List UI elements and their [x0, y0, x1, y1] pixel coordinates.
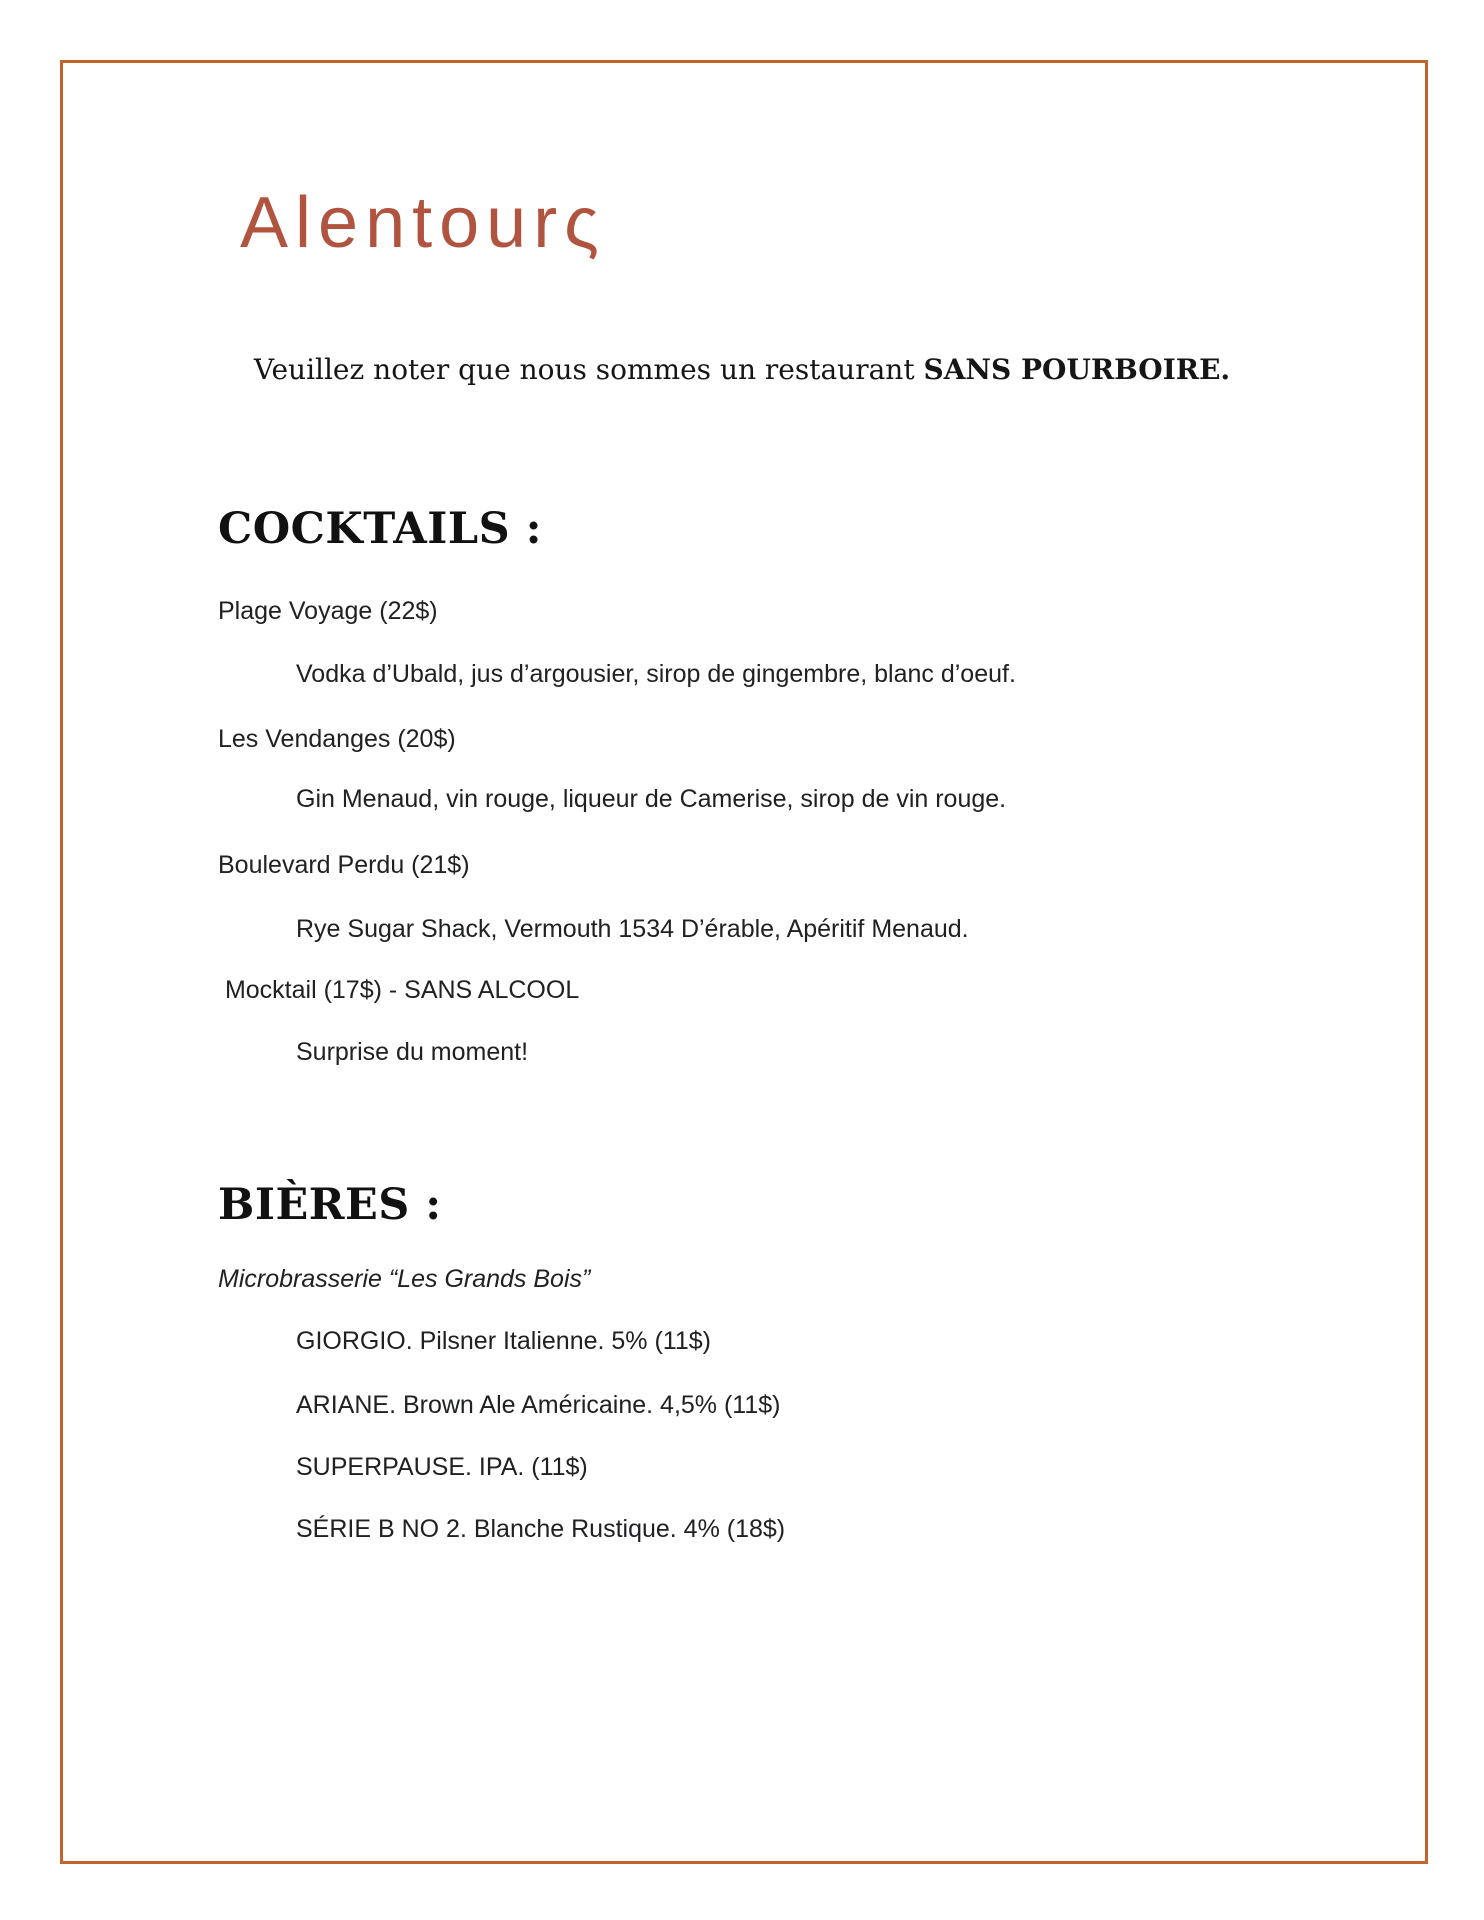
beer-item: SÉRIE B NO 2. Blanche Rustique. 4% (18$)	[296, 1515, 786, 1543]
restaurant-logo: Alentourς	[240, 183, 606, 263]
cocktail-item-name: Boulevard Perdu (21$)	[218, 851, 470, 879]
beer-item: GIORGIO. Pilsner Italienne. 5% (11$)	[296, 1327, 711, 1355]
cocktails-section-heading: COCKTAILS :	[218, 504, 543, 554]
notice-regular-text: Veuillez noter que nous sommes un restaurant	[253, 353, 924, 386]
cocktail-item-description: Surprise du moment!	[296, 1038, 529, 1066]
cocktail-item-name: Mocktail (17$) - SANS ALCOOL	[218, 976, 580, 1004]
brewery-name: Microbrasserie “Les Grands Bois”	[218, 1265, 591, 1293]
beer-item: ARIANE. Brown Ale Américaine. 4,5% (11$)	[296, 1391, 781, 1419]
beers-section-heading: BIÈRES :	[218, 1180, 442, 1230]
cocktail-item-description: Vodka d’Ubald, jus d’argousier, sirop de gingembre, blanc d’oeuf.	[296, 660, 1016, 688]
page-border	[60, 60, 1428, 1864]
cocktail-item-description: Gin Menaud, vin rouge, liqueur de Camerise, sirop de vin rouge.	[296, 785, 1007, 813]
notice-bold-text: SANS POURBOIRE.	[923, 353, 1231, 386]
cocktail-item-name: Plage Voyage (22$)	[218, 597, 438, 625]
cocktail-item-description: Rye Sugar Shack, Vermouth 1534 D’érable, Apéritif Menaud.	[296, 915, 969, 943]
no-tip-notice	[63, 350, 1421, 390]
beer-item: SUPERPAUSE. IPA. (11$)	[296, 1453, 588, 1481]
cocktail-item-name: Les Vendanges (20$)	[218, 725, 456, 753]
